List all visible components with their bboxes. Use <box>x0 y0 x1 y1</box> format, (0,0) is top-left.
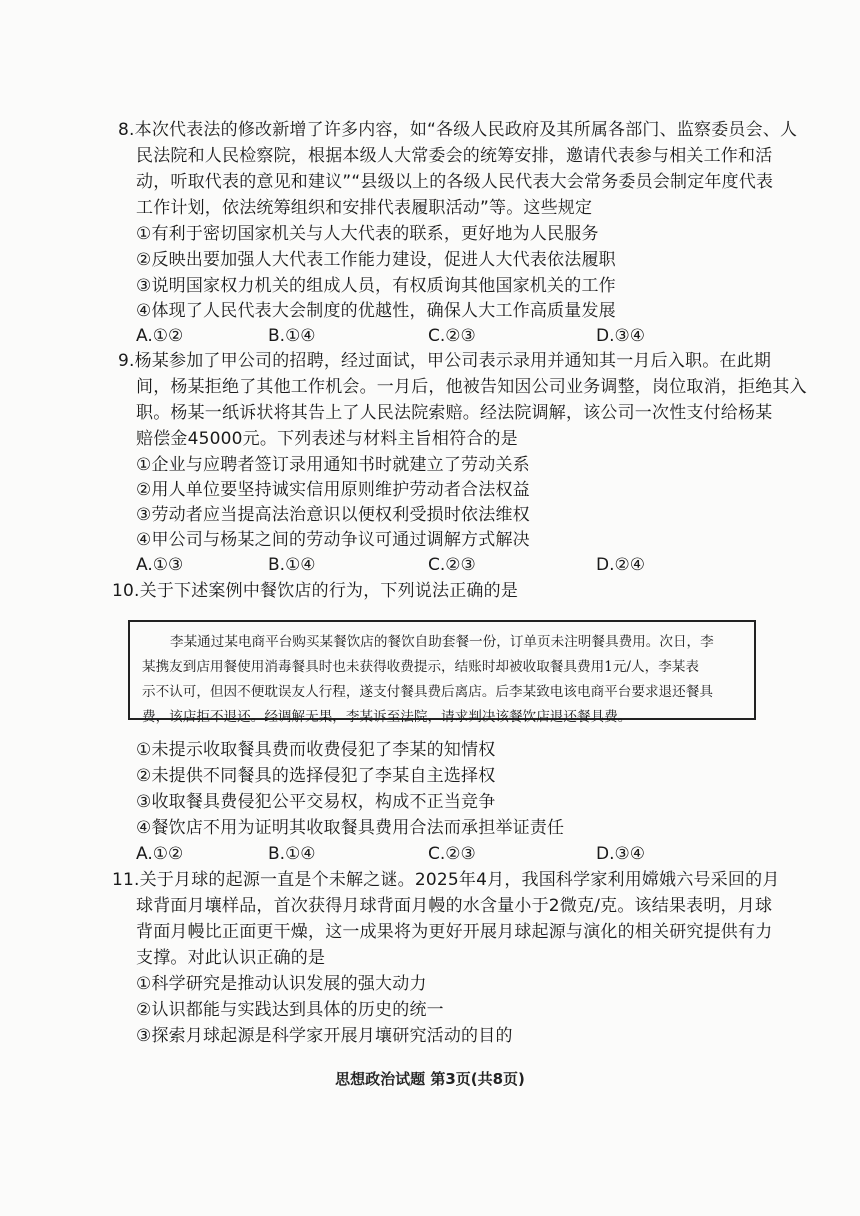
q10-options <box>136 842 736 866</box>
q11-statement: ①科学研究是推动认识发展的强大动力 <box>136 974 427 994</box>
q10-option-a: A.①② <box>136 844 184 864</box>
q8-option-a: A.①② <box>136 326 184 346</box>
q11-stem-line: 球背面月壤样品，首次获得月球背面月幔的水含量小于2微克/克。该结果表明，月球 <box>136 896 773 916</box>
q9-stem-line: 赔偿金45000元。下列表述与材料主旨相符合的是 <box>136 429 518 449</box>
q10-option-d: D.③④ <box>596 844 645 864</box>
q8-statement: ④体现了人民代表大会制度的优越性，确保人大工作高质量发展 <box>136 301 616 321</box>
q8-option-b: B.①④ <box>268 326 316 346</box>
q8-stem-line: 工作计划，依法统筹组织和安排代表履职活动”等。这些规定 <box>136 198 593 218</box>
q9-stem-line: 职。杨某一纸诉状将其告上了人民法院索赔。经法院调解，该公司一次性支付给杨某 <box>136 403 773 423</box>
q9-statement: ④甲公司与杨某之间的劳动争议可通过调解方式解决 <box>136 530 530 550</box>
q9-statement: ②用人单位要坚持诚实信用原则维护劳动者合法权益 <box>136 480 530 500</box>
q11-statement: ③探索月球起源是科学家开展月壤研究活动的目的 <box>136 1026 513 1046</box>
q9-stem-line: 9.杨某参加了甲公司的招聘，经过面试，甲公司表示录用并通知其一月后入职。在此期 <box>118 351 772 371</box>
q8-stem-line: 民法院和人民检察院，根据本级人大常委会的统筹安排，邀请代表参与相关工作和活 <box>136 146 773 166</box>
q9-option-b: B.①④ <box>268 555 316 575</box>
q9-option-c: C.②③ <box>428 555 476 575</box>
case-text-line: 示不认可，但因不便耽误友人行程，遂支付餐具费后离店。后李某致电该电商平台要求退还餐具 <box>142 684 713 700</box>
q8-stem-line: 8.本次代表法的修改新增了许多内容，如“各级人民政府及其所属各部门、监察委员会、人 <box>118 120 798 140</box>
q9-option-d: D.②④ <box>596 555 645 575</box>
page-footer: 思想政治试题 第3页(共8页) <box>335 1070 525 1088</box>
q11-stem-line: 支撑。对此认识正确的是 <box>136 948 326 968</box>
q10-statement: ②未提供不同餐具的选择侵犯了李某自主选择权 <box>136 766 496 786</box>
q10-statement: ①未提示收取餐具费而收费侵犯了李某的知情权 <box>136 740 496 760</box>
q10-option-c: C.②③ <box>428 844 476 864</box>
q9-option-a: A.①③ <box>136 555 184 575</box>
q11-statement: ②认识都能与实践达到具体的历史的统一 <box>136 1000 444 1020</box>
q9-stem-line: 间，杨某拒绝了其他工作机会。一月后，他被告知因公司业务调整，岗位取消，拒绝其入 <box>136 377 807 397</box>
q9-statement: ③劳动者应当提高法治意识以便权利受损时依法维权 <box>136 505 530 525</box>
case-text-line: 李某通过某电商平台购买某餐饮店的餐饮自助套餐一份，订单页未注明餐具费用。次日，李 <box>170 634 714 650</box>
q10-option-b: B.①④ <box>268 844 316 864</box>
q8-stem-line: 动，听取代表的意见和建议”“县级以上的各级人民代表大会常务委员会制定年度代表 <box>136 172 774 192</box>
q10-stem-line: 10.关于下述案例中餐饮店的行为，下列说法正确的是 <box>112 581 519 601</box>
q8-statement: ①有利于密切国家机关与人大代表的联系，更好地为人民服务 <box>136 224 599 244</box>
q8-statement: ③说明国家权力机关的组成人员，有权质询其他国家机关的工作 <box>136 276 616 296</box>
q10-statement: ③收取餐具费侵犯公平交易权，构成不正当竞争 <box>136 792 496 812</box>
q8-option-c: C.②③ <box>428 326 476 346</box>
case-text-line: 费，该店拒不退还。经调解无果，李某诉至法院，请求判决该餐饮店退还餐具费。 <box>142 709 632 725</box>
q9-statement: ①企业与应聘者签订录用通知书时就建立了劳动关系 <box>136 455 530 475</box>
case-material-box <box>128 620 756 725</box>
q11-stem-line: 背面月幔比正面更干燥，这一成果将为更好开展月球起源与演化的相关研究提供有力 <box>136 922 773 942</box>
q8-options <box>136 324 736 348</box>
q8-statement: ②反映出要加强人大代表工作能力建设，促进人大代表依法履职 <box>136 250 616 270</box>
q11-stem-line: 11.关于月球的起源一直是个未解之谜。2025年4月，我国科学家利用嫦娥六号采回的月 <box>112 870 780 890</box>
case-text-line: 某携友到店用餐使用消毒餐具时也未获得收费提示，结账时却被收取餐具费用1元/人，李某表 <box>142 659 699 675</box>
q9-options <box>136 553 736 577</box>
q8-option-d: D.③④ <box>596 326 645 346</box>
q10-statement: ④餐饮店不用为证明其收取餐具费用合法而承担举证责任 <box>136 818 565 838</box>
